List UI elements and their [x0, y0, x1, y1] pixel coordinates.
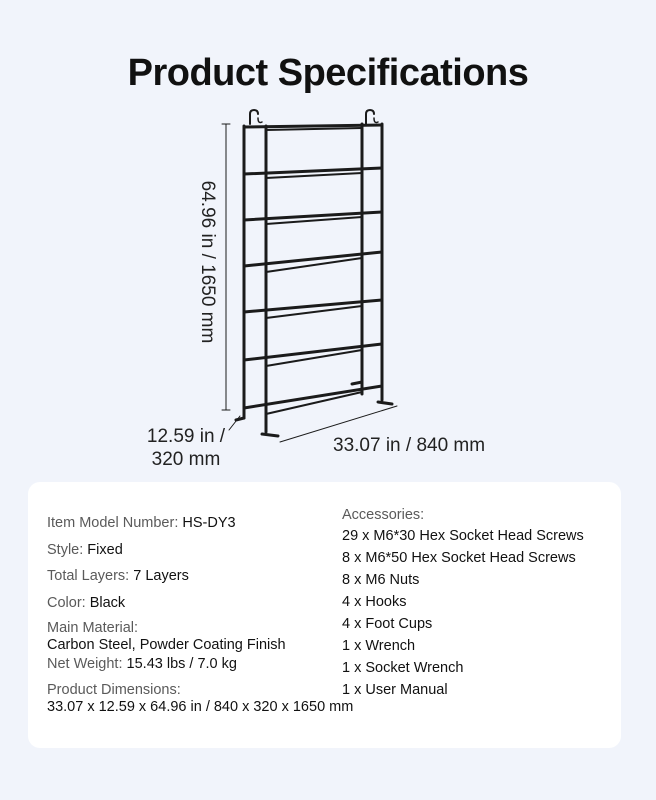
accessory-item: 8 x M6 Nuts [342, 572, 420, 588]
spec-item-net-weight [47, 655, 347, 682]
spec-value: HS-DY3 [182, 515, 236, 531]
spec-value: Carbon Steel, Powder Coating Finish [47, 637, 286, 653]
height-dimension-label: 64.96 in / 1650 mm [197, 180, 218, 344]
spec-value: 7 Layers [133, 568, 189, 584]
width-dimension-label: 33.07 in / 840 mm [333, 435, 486, 456]
accessory-item: 1 x User Manual [342, 682, 448, 698]
accessories-list [342, 506, 617, 703]
spec-value: 33.07 x 12.59 x 64.96 in / 840 x 320 x 1650 mm [47, 698, 354, 715]
spec-label: Style: [47, 541, 88, 558]
spec-label: Color: [47, 594, 90, 611]
spec-label: Item Model Number: [47, 515, 183, 531]
accessory-item: 8 x M6*50 Hex Socket Head Screws [342, 550, 576, 566]
spec-item-color [47, 594, 347, 621]
specification-list [47, 514, 354, 717]
spec-item-main-material [47, 620, 347, 655]
spec-label: Main Material: [47, 620, 139, 636]
spec-value: 15.43 lbs / 7.0 kg [126, 656, 237, 672]
accessory-item: 1 x Socket Wrench [342, 660, 464, 676]
accessory-item: 4 x Hooks [342, 594, 407, 610]
spec-label: Total Layers: [47, 568, 134, 584]
accessories-title: Accessories: [342, 507, 425, 523]
specifications-card [28, 482, 621, 748]
spec-value: Fixed [87, 541, 123, 558]
spec-label: Net Weight: [47, 656, 127, 672]
spec-item-total-layers [47, 567, 347, 594]
depth-dimension-label: 12.59 in / 320 mm [146, 426, 226, 470]
spec-item-product-dimensions [47, 681, 354, 717]
spec-label: Product Dimensions: [47, 681, 181, 698]
accessory-item: 4 x Foot Cups [342, 616, 433, 632]
page-title: Product Specifications [127, 52, 529, 94]
accessory-item: 29 x M6*30 Hex Socket Head Screws [342, 528, 584, 544]
accessory-item: 1 x Wrench [342, 638, 416, 654]
spec-item-style [47, 541, 347, 568]
spec-value: Black [89, 594, 126, 611]
spec-item-model-number [47, 514, 347, 541]
